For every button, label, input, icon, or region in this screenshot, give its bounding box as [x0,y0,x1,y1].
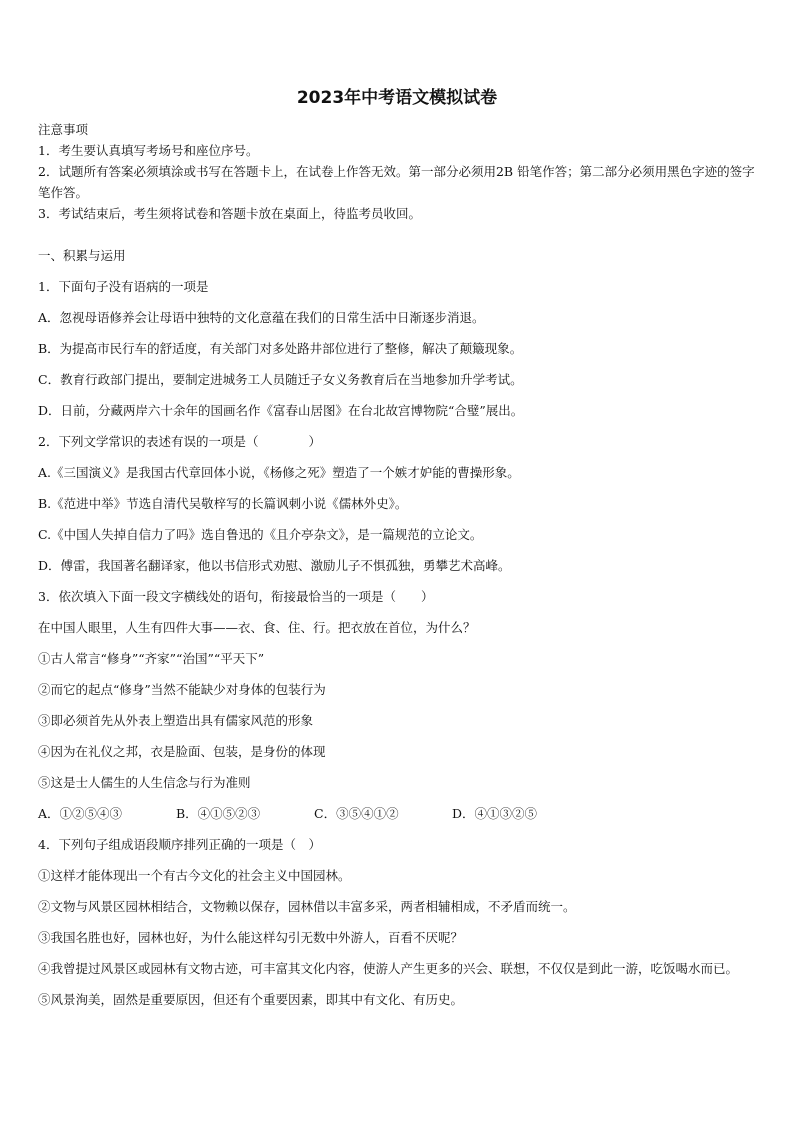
q4-stem: 4．下列句子组成语段顺序排列正确的一项是（ ） [38,837,321,852]
q3-line-5: ⑤这是士人儒生的人生信念与行为准则 [38,775,251,790]
q4-line-5: ⑤风景洵美，固然是重要原因，但还有个重要因素，即其中有文化、有历史。 [38,992,464,1007]
q3-line-4: ④因为在礼仪之邦，衣是脸面、包装，是身份的体现 [38,744,326,759]
q2-stem: 2．下列文学常识的表述有误的一项是（ ） [38,434,321,449]
q3-line-2: ②而它的起点“修身”当然不能缺少对身体的包装行为 [38,682,326,697]
q4-line-4: ④我曾提过风景区或园林有文物古迹，可丰富其文化内容，使游人产生更多的兴会、联想，不仅仅是到此一游，吃饭喝水而已。 [38,961,739,976]
q2-option-c: C.《中国人失掉自信力了吗》选自鲁迅的《且介亭杂文》，是一篇规范的立论文。 [38,527,483,542]
q3-lead: 在中国人眼里，人生有四件大事——衣、食、住、行。把衣放在首位，为什么？ [38,620,476,635]
q3-stem: 3．依次填入下面一段文字横线处的语句，衔接最恰当的一项是（ ） [38,589,434,604]
q2-option-a: A.《三国演义》是我国古代章回体小说，《杨修之死》塑造了一个嫉才妒能的曹操形象。 [38,465,520,480]
q4-line-2: ②文物与风景区园林相结合，文物赖以保存，园林借以丰富多采，两者相辅相成，不矛盾而统一。 [38,899,576,914]
q3-option-a: A．①②⑤④③ [38,806,123,821]
q3-option-d: D．④①③②⑤ [452,806,538,821]
notice-item-2: 2．试题所有答案必须填涂或书写在答题卡上，在试卷上作答无效。第一部分必须用2B 铅笔作答；第二部分必须用黑色字迹的签字笔作答。 [38,164,755,200]
notice-heading: 注意事项 [38,122,89,137]
notice-item-3: 3．考试结束后，考生须将试卷和答题卡放在桌面上，待监考员收回。 [38,206,421,221]
notice-block [38,119,760,224]
q3-options [38,798,760,829]
q2-option-d: D．傅雷，我国著名翻译家，他以书信形式劝慰、激励儿子不惧孤独，勇攀艺术高峰。 [38,558,511,573]
q2-option-b: B.《范进中举》节选自清代吴敬梓写的长篇讽刺小说《儒林外史》。 [38,496,408,511]
q1-option-c: C．教育行政部门提出，要制定进城务工人员随迁子女义务教育后在当地参加升学考试。 [38,372,523,387]
q1-option-d: D．日前，分藏两岸六十余年的国画名作《富春山居图》在台北故宫博物院“合璧”展出。 [38,403,524,418]
q3-option-b: B．④①⑤②③ [176,806,261,821]
page-title: 2023年中考语文模拟试卷 [296,88,498,108]
q3-option-c: C．③⑤④①② [314,806,399,821]
q1-option-b: B．为提高市民行车的舒适度，有关部门对多处路井部位进行了整修，解决了颠簸现象。 [38,341,523,356]
q4-line-1: ①这样才能体现出一个有古今文化的社会主义中国园林。 [38,868,351,883]
q4-line-3: ③我国名胜也好，园林也好，为什么能这样勾引无数中外游人，百看不厌呢？ [38,930,464,945]
q3-line-1: ①古人常言“修身”“齐家”“治国”“平天下” [38,651,265,666]
q1-stem: 1．下面句子没有语病的一项是 [38,279,209,294]
q3-line-3: ③即必须首先从外表上塑造出具有儒家风范的形象 [38,713,314,728]
questions-block [38,240,760,1015]
section-heading: 一、积累与运用 [38,248,126,263]
q1-option-a: A．忽视母语修养会让母语中独特的文化意蕴在我们的日常生活中日渐逐步消退。 [38,310,485,325]
notice-item-1: 1．考生要认真填写考场号和座位序号。 [38,143,259,158]
